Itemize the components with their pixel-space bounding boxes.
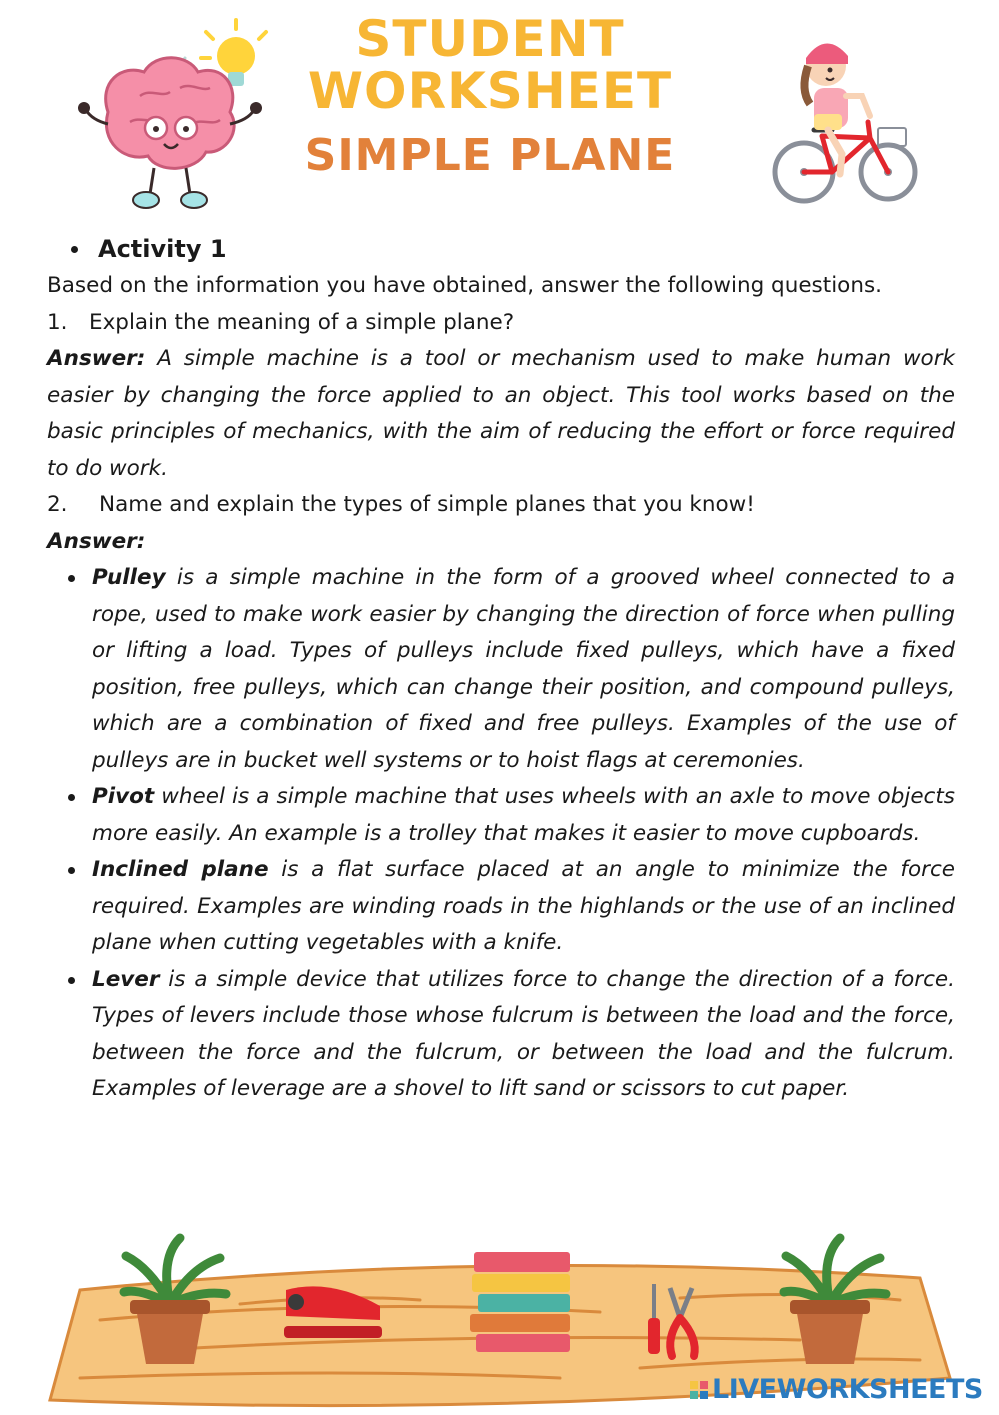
question-number: 2. xyxy=(47,492,68,517)
liveworksheets-watermark xyxy=(690,1374,983,1405)
question-2 xyxy=(47,487,955,524)
girl-on-bicycle-icon xyxy=(770,26,920,206)
term: Pivot xyxy=(92,784,155,809)
answer-label: Answer: xyxy=(47,346,146,371)
title-line-student: STUDENT xyxy=(355,10,625,68)
worksheet-content xyxy=(47,230,955,1108)
bullet-icon xyxy=(71,246,78,253)
term: Pulley xyxy=(92,565,166,590)
question-1 xyxy=(47,305,955,342)
title-line-worksheet: WORKSHEET xyxy=(307,62,673,120)
activity-heading xyxy=(71,230,955,268)
answer-2-label xyxy=(47,524,955,561)
list-item-pivot xyxy=(92,779,955,852)
question-text: Name and explain the types of simple planes that you know! xyxy=(99,492,755,517)
answer-text: A simple machine is a tool or mechanism used to make human work easier by changing the force applied to an object. This tool works based on the basic principles of mechanics, with the aim of reducing the effort or force required to do work. xyxy=(47,346,955,481)
brain-mascot-icon xyxy=(70,12,270,217)
list-item-pulley xyxy=(92,560,955,779)
description: wheel is a simple machine that uses wheels with an axle to move objects more easily. An example is a trolley that makes it easier to move cupboards. xyxy=(92,784,955,846)
question-text: Explain the meaning of a simple plane? xyxy=(89,309,515,335)
term: Inclined plane xyxy=(92,857,269,882)
description: is a flat surface placed at an angle to minimize the force required. Examples are winding roads in the highlands or the use of an inclined plane when cutting vegetables with a knife. xyxy=(92,857,955,955)
simple-plane-types-list xyxy=(47,560,955,1108)
watermark-text: LIVEWORKSHEETS xyxy=(712,1374,983,1405)
liveworksheets-logo-icon xyxy=(690,1381,708,1399)
worksheet-title xyxy=(250,10,730,181)
subtitle-simple-plane: SIMPLE PLANE xyxy=(304,130,676,181)
term: Lever xyxy=(92,966,160,992)
list-item-lever xyxy=(92,962,955,1108)
answer-1 xyxy=(47,341,955,487)
question-number: 1. xyxy=(47,309,68,335)
activity-label: Activity 1 xyxy=(98,234,227,263)
answer-label: Answer: xyxy=(47,528,146,554)
description: is a simple machine in the form of a grooved wheel connected to a rope, used to make work easier by changing the direction of force when pulling or lifting a load. Types of pulleys include fixed pulleys, which have a fixed position, free pulleys, which can change their position, and compound pulleys, which are a combination of fixed and free pulleys. Examples of the use of pulleys are in bucket well systems or to hoist flags at ceremonies. xyxy=(92,565,955,773)
book-stack-icon xyxy=(470,1252,570,1352)
description: is a simple device that utilizes force to change the direction of a force. Types of levers include those whose fulcrum is between the load and the force, between the force and the fulcrum, or between the load and the fulcrum. Examples of leverage are a shovel to lift sand or scissors to cut paper. xyxy=(92,966,955,1101)
intro-text: Based on the information you have obtained, answer the following questions. xyxy=(47,273,882,298)
list-item-inclined-plane xyxy=(92,852,955,962)
